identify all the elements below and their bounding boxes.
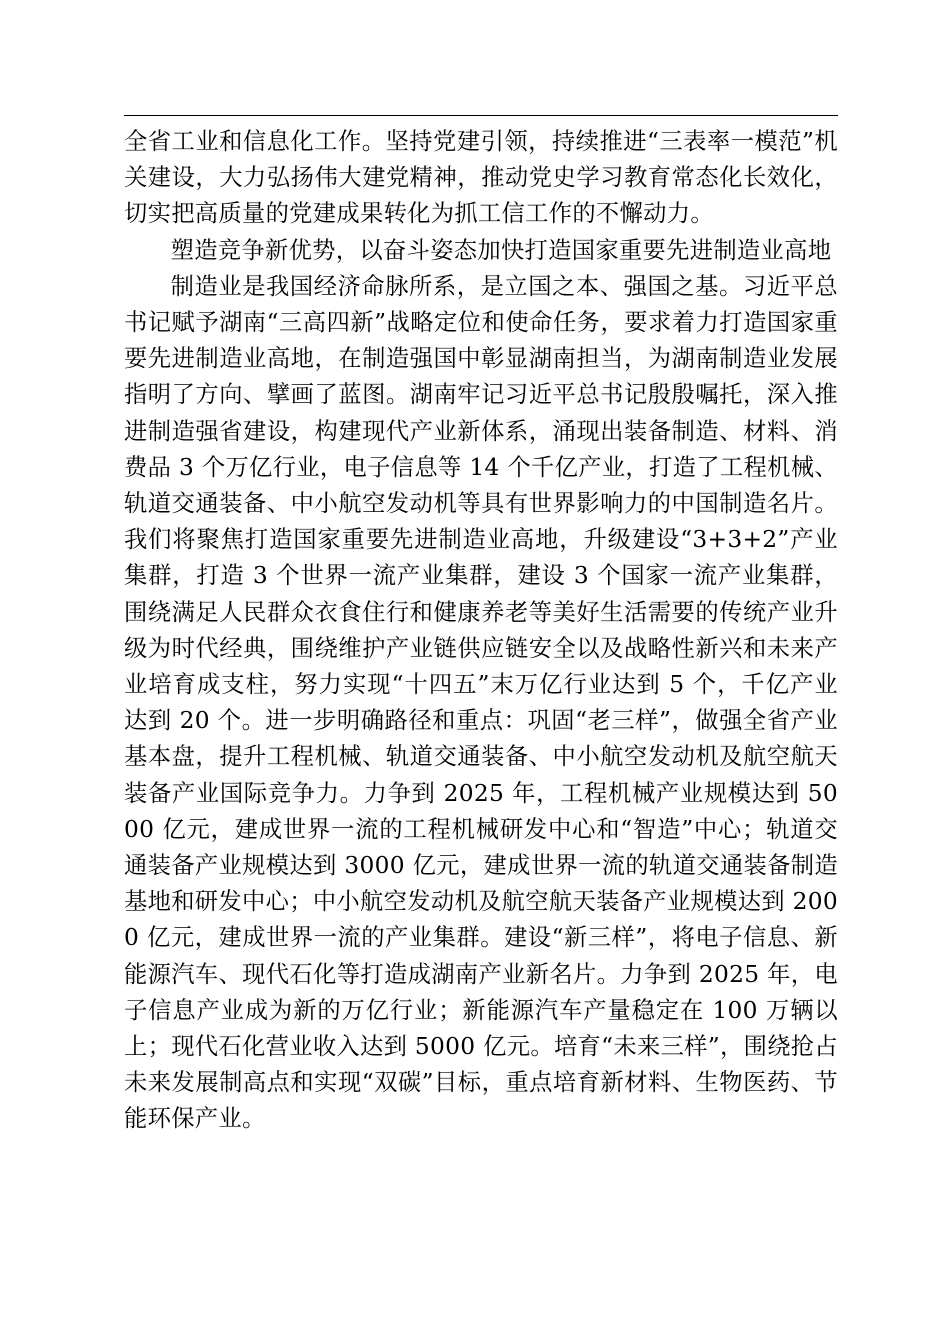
body-text (124, 124, 838, 1138)
paragraph-continuation: 全省工业和信息化工作。坚持党建引领，持续推进“三表率一模范”机关建设，大力弘扬伟大建党精神，推动党史学习教育常态化长效化，切实把高质量的党建成果转化为抓工信工作的不懈动力。 (124, 128, 838, 228)
paragraph-manufacturing: 制造业是我国经济命脉所系，是立国之本、强国之基。习近平总书记赋予湖南“三高四新”战略定位和使命任务，要求着力打造国家重要先进制造业高地，在制造强国中彰显湖南担当，为湖南制造业发展指明了方向、擘画了蓝图。湖南牢记习近平总书记殷殷嘱托，深入推进制造强省建设，构建现代产业新体系，涌现出装备制造、材料、消费品 3 个万亿行业，电子信息等 14 个千亿产业，打造了工程机械、轨道交通装备、中小航空发动机等具有世界影响力的中国制造名片。我们将聚焦打造国家重要先进制造业高地，升级建设“3+3+2”产业集群，打造 3 个世界一流产业集群，建设 3 个国家一流产业集群，围绕满足人民群众衣食住行和健康养老等美好生活需要的传统产业升级为时代经典，围绕维护产业链供应链安全以及战略性新兴和未来产业培育成支柱，努力实现“十四五”末万亿行业达到 5 个，千亿产业达到 20 个。进一步明确路径和重点：巩固“老三样”，做强全省产业基本盘，提升工程机械、轨道交通装备、中小航空发动机及航空航天装备产业国际竞争力。力争到 2025 年，工程机械产业规模达到 5000 亿元，建成世界一流的工程机械研发中心和“智造”中心；轨道交通装备产业规模达到 3000 亿元，建成世界一流的轨道交通装备制造基地和研发中心；中小航空发动机及航空航天装备产业规模达到 2000 亿元，建成世界一流的产业集群。建设“新三样”，将电子信息、新能源汽车、现代石化等打造成湖南产业新名片。力争到 2025 年，电子信息产业成为新的万亿行业；新能源汽车产量稳定在 100 万辆以上；现代石化营业收入达到 5000 亿元。培育“未来三样”，围绕抢占未来发展制高点和实现“双碳”目标，重点培育新材料、生物医药、节能环保产业。 (124, 272, 838, 1133)
section-heading: 塑造竞争新优势，以奋斗姿态加快打造国家重要先进制造业高地 (170, 236, 832, 264)
header-rule (124, 115, 838, 116)
